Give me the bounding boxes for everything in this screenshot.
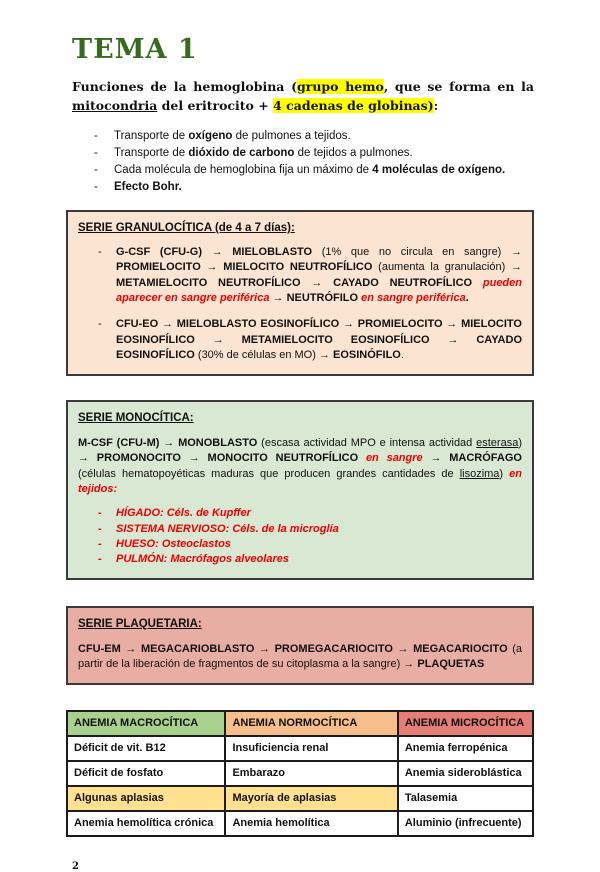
bullet-dash: - (98, 507, 102, 520)
text-segment: (1% que no circula en sangre) (312, 245, 511, 258)
box-heading (78, 410, 522, 426)
page-number: 2 (72, 860, 79, 872)
anemia-table-header: ANEMIA MACROCÍTICA (67, 711, 225, 736)
text-segment: en tejidos: (78, 467, 522, 495)
text-segment: SERIE GRANULOCÍTICA (de 4 a 7 días): (78, 221, 295, 234)
bullet-dash: - (98, 522, 102, 535)
text-segment: , que se forma en la (383, 79, 535, 94)
list-item (78, 506, 522, 521)
text-segment: esterasa (476, 436, 519, 449)
text-segment: en sangre periférica (361, 292, 466, 305)
list-item-text (116, 537, 522, 552)
text-segment: del eritrocito + (157, 98, 274, 114)
table-cell: Algunas aplasias (67, 786, 225, 811)
bullet-dash: - (98, 245, 102, 258)
list-item (66, 179, 534, 196)
table-cell: Aluminio (infrecuente) (398, 811, 533, 836)
text-segment: dióxido de carbono (188, 146, 295, 159)
table-row (67, 811, 533, 836)
list-item (66, 162, 534, 179)
text-segment: en sangre (365, 452, 431, 465)
list-item (78, 537, 522, 552)
anemia-table-header: ANEMIA MICROCÍTICA (398, 711, 533, 736)
text-segment: . (465, 292, 469, 305)
text-segment: Transporte de (114, 146, 189, 159)
text-segment: SERIE MONOCÍTICA: (78, 411, 194, 424)
anemia-table-head-row (67, 711, 533, 736)
monocitica-paragraph (78, 436, 522, 498)
box-monocitica (66, 400, 534, 580)
anemia-table (66, 710, 534, 837)
text-segment: M-CSF (CFU-M) → MONOBLASTO (78, 436, 258, 449)
text-segment: CFU-EM → MEGACARIOBLASTO → PROMEGACARIOCITO → MEGACARIOCITO (78, 642, 508, 655)
text-segment: : (433, 98, 439, 114)
bullet-dash: - (94, 180, 98, 193)
table-row (67, 736, 533, 761)
text-segment: Funciones de la hemoglobina ( (72, 79, 298, 94)
bullet-dash: - (94, 129, 98, 142)
text-segment: de tejidos a pulmones. (294, 146, 413, 159)
list-item-text (116, 317, 522, 363)
table-cell: Insuficiencia renal (225, 736, 397, 761)
box-heading (78, 616, 522, 632)
table-cell: Talasemia (398, 786, 533, 811)
text-segment: G-CSF (CFU-G) → MIELOBLASTO (116, 245, 313, 258)
list-item (66, 145, 534, 162)
bullet-dash: - (98, 553, 102, 566)
text-segment: 4 cadenas de globinas) (273, 98, 434, 114)
text-segment: PULMÓN: Macrófagos alveolares (116, 553, 289, 566)
text-segment: → PLAQUETAS (403, 658, 485, 671)
text-segment: (30% de células en MO) (194, 349, 319, 362)
list-item (78, 552, 522, 567)
list-item-text (114, 145, 534, 162)
box-plaquetaria (66, 606, 534, 685)
macrophage-location-list (78, 506, 522, 568)
intro-paragraph (72, 77, 534, 116)
text-segment: mitocondria (72, 98, 158, 114)
list-item-text (116, 506, 522, 521)
table-cell: Anemia hemolítica (225, 811, 397, 836)
list-item-text (116, 552, 522, 567)
text-segment: (células hematopoyéticas maduras que producen grandes cantidades de (78, 467, 460, 480)
text-segment: HUESO: Osteoclastos (116, 538, 231, 551)
text-segment: → MACRÓFAGO (430, 452, 522, 465)
text-segment: lisozima (459, 467, 500, 480)
anemia-table-header: ANEMIA NORMOCÍTICA (225, 711, 397, 736)
anemia-table-body (67, 736, 533, 836)
text-segment: grupo hemo (297, 79, 384, 94)
list-item (78, 317, 522, 363)
text-segment: SISTEMA NERVIOSO: Céls. de la microglía (116, 522, 339, 535)
table-cell: Déficit de fosfato (67, 761, 225, 786)
bullet-dash: - (94, 163, 98, 176)
text-segment: → PROMIELOCITO → MIELOCITO NEUTROFÍLICO (116, 245, 522, 274)
text-segment: SERIE PLAQUETARIA: (78, 617, 202, 630)
text-segment: . (400, 349, 404, 362)
hemoglobin-function-list (66, 128, 534, 196)
list-item-text (116, 245, 522, 307)
box-granulocitica (66, 210, 534, 376)
table-row (67, 761, 533, 786)
text-segment: pueden aparecer en sangre periférica (116, 276, 522, 305)
list-item-text (114, 128, 534, 145)
bullet-dash: - (98, 538, 102, 551)
bullet-dash: - (94, 146, 98, 159)
list-item (78, 522, 522, 537)
text-segment: oxígeno (188, 129, 233, 142)
text-segment: ) (499, 467, 510, 480)
list-item (66, 128, 534, 145)
text-segment: (a partir de la liberación de fragmentos de su citoplasma a la sangre) (78, 642, 522, 671)
text-segment: Efecto Bohr. (114, 180, 182, 193)
table-cell: Anemia hemolítica crónica (67, 811, 225, 836)
text-segment: Transporte de (114, 129, 189, 142)
list-item (78, 245, 522, 307)
text-segment: → EOSINÓFILO (318, 349, 401, 362)
table-cell: Anemia ferropénica (398, 736, 533, 761)
plaquetaria-paragraph (78, 642, 522, 673)
text-segment: 4 moléculas de oxígeno. (372, 163, 506, 176)
list-item-text (114, 162, 534, 179)
text-segment: (aumenta la granulación) (372, 261, 511, 274)
table-row (67, 786, 533, 811)
table-cell: Embarazo (225, 761, 397, 786)
box-heading (78, 220, 522, 236)
bullet-dash: - (98, 318, 102, 331)
granulocitica-list (78, 245, 522, 364)
table-cell: Mayoría de aplasias (225, 786, 397, 811)
text-segment: Cada molécula de hemoglobina fija un máximo de (114, 163, 373, 176)
text-segment: (escasa actividad MPO e intensa actividad (257, 436, 477, 449)
text-segment: HÍGADO: Céls. de Kupffer (116, 507, 251, 520)
table-cell: Anemia sideroblástica (398, 761, 533, 786)
list-item-text (114, 179, 534, 196)
text-segment: ) (518, 436, 522, 449)
page-title: TEMA 1 (72, 34, 198, 65)
text-segment: → NEUTRÓFILO (272, 292, 362, 305)
text-segment: CFU-EO → MIELOBLASTO EOSINOFÍLICO → PROMIELOCITO → MIELOCITO EOSINOFÍLICO → METAMIELOCITO EOSINOFÍLICO → CAYADO EOSINOFÍLICO (116, 318, 522, 362)
text-segment: de pulmones a tejidos. (232, 129, 351, 142)
text-segment: → METAMIELOCITO NEUTROFÍLICO → CAYADO NEUTROFÍLICO (116, 261, 522, 289)
text-segment: → PROMONOCITO → MONOCITO NEUTROFÍLICO (78, 452, 366, 465)
list-item-text (116, 522, 522, 537)
table-cell: Déficit de vit. B12 (67, 736, 225, 761)
